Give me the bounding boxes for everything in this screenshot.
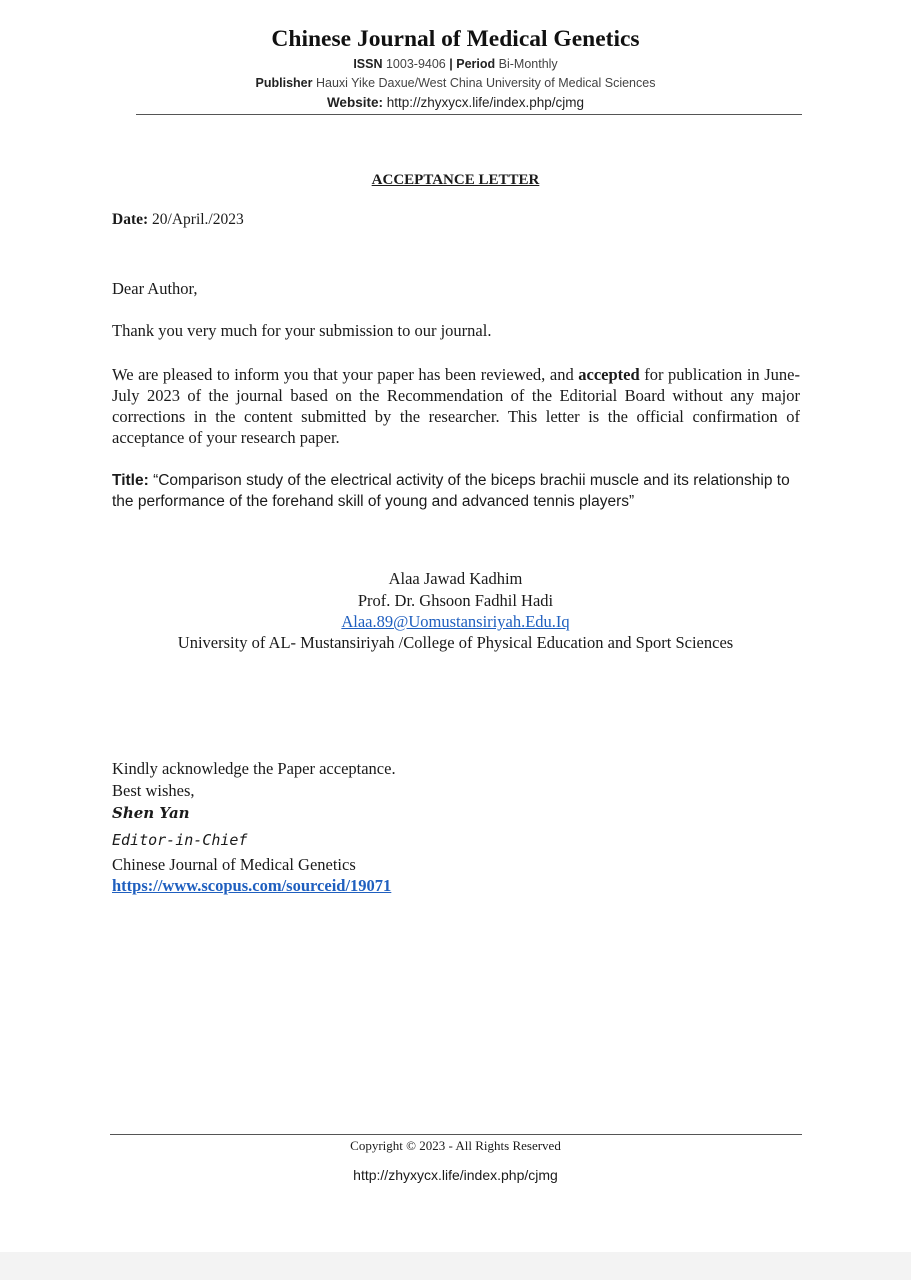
website-value[interactable]: http://zhyxycx.life/index.php/cjmg xyxy=(386,95,585,110)
publisher-label: Publisher xyxy=(255,76,313,90)
acceptance-text-1: We are pleased to inform you that your paper has been reviewed, and xyxy=(112,365,579,384)
editor-role: Editor-in-Chief xyxy=(112,831,248,849)
email-row xyxy=(0,611,911,632)
footer-divider xyxy=(110,1134,802,1135)
issn-value: 1003-9406 xyxy=(385,57,446,71)
date-label: Date: xyxy=(112,211,149,228)
author-1: Alaa Jawad Kadhim xyxy=(388,569,523,588)
scopus-link[interactable]: https://www.scopus.com/sourceid/19071 xyxy=(112,876,392,895)
date-value: 20/April./2023 xyxy=(152,211,244,228)
period-label: Period xyxy=(456,57,496,71)
best-wishes: Best wishes, xyxy=(112,781,195,800)
author-email-link[interactable]: Alaa.89@Uomustansiriyah.Edu.Iq xyxy=(341,612,570,631)
separator: | xyxy=(449,57,453,71)
issn-label: ISSN xyxy=(353,57,383,71)
publisher-value: Hauxi Yike Daxue/West China University of Medical Sciences xyxy=(315,76,656,90)
journal-title: Chinese Journal of Medical Genetics xyxy=(271,26,640,52)
salutation: Dear Author, xyxy=(112,279,198,298)
scopus-row xyxy=(112,875,800,896)
author-2: Prof. Dr. Ghsoon Fadhil Hadi xyxy=(357,591,554,610)
title-label: Title: xyxy=(112,472,149,489)
letter-heading: ACCEPTANCE LETTER xyxy=(371,172,540,188)
acceptance-text-2: for publication in June-July 2023 of the journal based on the Recommendation of the Editorial Board without any major corrections in the content submitted by the researcher. This letter is the official confirmation of acceptance of your research paper. xyxy=(112,365,800,447)
header-divider xyxy=(136,114,802,115)
journal-name-closing: Chinese Journal of Medical Genetics xyxy=(112,855,356,874)
date-line xyxy=(112,209,800,230)
accepted-word: accepted xyxy=(578,365,640,384)
acceptance-paragraph xyxy=(112,364,800,448)
acknowledge-request: Kindly acknowledge the Paper acceptance. xyxy=(112,759,396,778)
website-label: Website: xyxy=(326,95,383,110)
title-value: “Comparison study of the electrical activity of the biceps brachii muscle and its relationship to the performance of the forehand skill of young and advanced tennis players” xyxy=(112,472,790,510)
website-line xyxy=(0,95,911,110)
paper-title xyxy=(112,470,800,512)
period-value: Bi-Monthly xyxy=(498,57,558,71)
affiliation: University of AL- Mustansiriyah /College of Physical Education and Sport Sciences xyxy=(177,633,734,652)
signature-name: Shen Yan xyxy=(112,804,190,822)
copyright: Copyright © 2023 - All Rights Reserved xyxy=(350,1138,561,1153)
footer-url[interactable]: http://zhyxycx.life/index.php/cjmg xyxy=(353,1167,558,1183)
thanks-paragraph: Thank you very much for your submission to our journal. xyxy=(112,321,492,340)
issn-period-line xyxy=(0,57,911,71)
page-bottom-edge xyxy=(0,1252,911,1280)
publisher-line xyxy=(0,76,911,90)
